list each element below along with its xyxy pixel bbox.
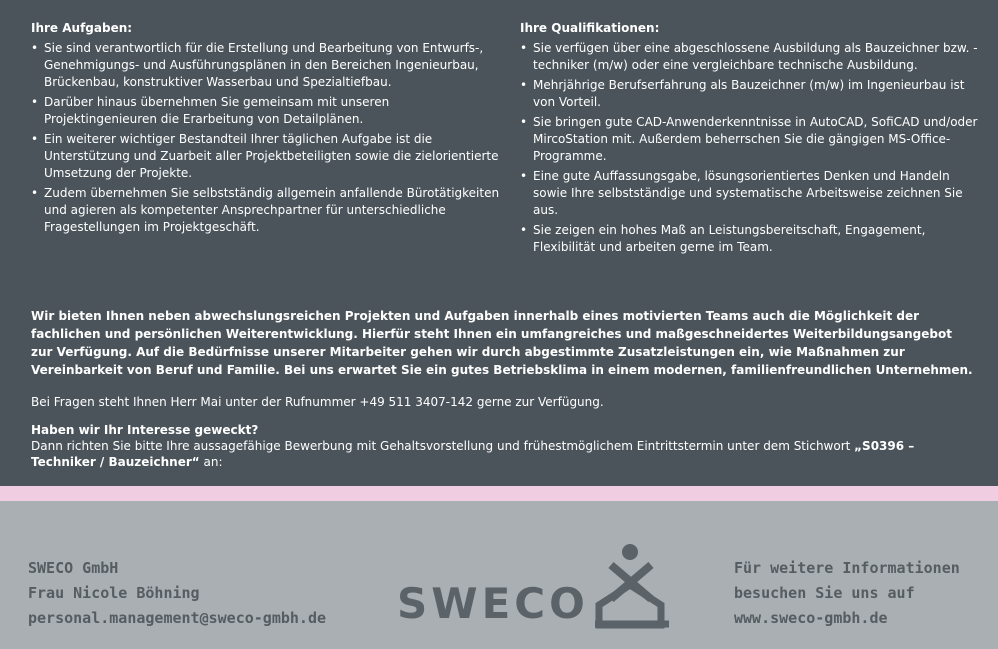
list-item: • Sie verfügen über eine abgeschlossene Ausbildung als Bauzeichner bzw. -techniker (m/w) oder eine vergleichbare technische Ausbildung. xyxy=(520,40,980,74)
list-item: • Sie zeigen ein hohes Maß an Leistungsbereitschaft, Engagement, Flexibilität und arbeiten gerne im Team. xyxy=(520,222,980,256)
contact-person: Frau Nicole Böhning xyxy=(28,584,200,602)
qualifications-heading: Ihre Qualifikationen: xyxy=(520,21,660,35)
qualifications-column xyxy=(520,20,980,259)
sweco-logo xyxy=(397,539,677,629)
company-name: SWECO GmbH xyxy=(28,559,119,577)
footer xyxy=(0,501,998,649)
divider-band xyxy=(0,486,998,501)
interest-question: Haben wir Ihr Interesse geweckt? xyxy=(31,423,259,437)
qualifications-list xyxy=(520,40,980,256)
contact-block xyxy=(28,556,326,631)
list-item: • Ein weiterer wichtiger Bestandteil Ihrer täglichen Aufgabe ist die Unterstützung und Zuarbeit aller Projektbeteiligten sowie die zielorientierte Umsetzung der Projekte. xyxy=(31,131,503,182)
list-item: • Eine gute Auffassungsgabe, lösungsorientiertes Denken und Handeln sowie Ihre selbstständige und systematische Arbeitsweise zeichnen Sie aus. xyxy=(520,168,980,219)
info-line-2: besuchen Sie uns auf xyxy=(734,584,915,602)
tasks-column xyxy=(31,20,503,239)
application-section xyxy=(31,422,976,470)
application-text-main: Dann richten Sie bitte Ihre aussagefähige Bewerbung mit Gehaltsvorstellung und frühestmöglichem Eintrittstermin unter dem Stichwort xyxy=(31,439,855,453)
info-block xyxy=(734,556,960,631)
tasks-list xyxy=(31,40,503,236)
application-keyword: „S0396 – Techniker / Bauzeichner“ xyxy=(31,439,915,469)
sweco-person-icon xyxy=(593,543,673,629)
logo-wordmark: SWECO xyxy=(397,579,589,628)
list-item: • Sie bringen gute CAD-Anwenderkenntnisse in AutoCAD, SofiCAD und/oder MircoStation mit. Außerdem beherrschen Sie die gängigen MS-Office-Programme. xyxy=(520,114,980,165)
list-item: • Sie sind verantwortlich für die Erstellung und Bearbeitung von Entwurfs-, Genehmigungs- und Ausführungsplänen in den Bereichen Ingenieurbau, Brückenbau, konstruktiver Wasserbau und Spezialtiefbau. xyxy=(31,40,503,91)
offer-paragraph: Wir bieten Ihnen neben abwechslungsreichen Projekten und Aufgaben innerhalb eines motivierten Teams auch die Möglichkeit der fachlichen und persönlichen Weiterentwicklung. Hierfür steht Ihnen ein umfangreiches und maßgeschneidertes Weiterbildungsangebot zur Verfügung. Auf die Bedürfnisse unserer Mitarbeiter gehen wir durch abgestimmte Zusatzleistungen ein, wie Maßnahmen zur Vereinbarkeit von Beruf und Familie. Bei uns erwartet Sie ein gutes Betriebsklima in einem modernen, familienfreundlichen Unternehmen. xyxy=(31,309,973,377)
contact-email-link[interactable]: personal.management@sweco-gmbh.de xyxy=(28,609,327,627)
info-line-1: Für weitere Informationen xyxy=(734,559,960,577)
application-text-end: an: xyxy=(199,455,223,469)
list-item: • Darüber hinaus übernehmen Sie gemeinsam mit unseren Projektingenieuren die Erarbeitung von Detailplänen. xyxy=(31,94,503,128)
tasks-heading: Ihre Aufgaben: xyxy=(31,21,133,35)
website-link[interactable]: www.sweco-gmbh.de xyxy=(734,609,888,627)
application-text xyxy=(31,438,976,470)
list-item: • Mehrjährige Berufserfahrung als Bauzeichner (m/w) im Ingenieurbau ist von Vorteil. xyxy=(520,77,980,111)
list-item: • Zudem übernehmen Sie selbstständig allgemein anfallende Bürotätigkeiten und agieren als kompetenter Ansprechpartner für unterschiedliche Fragestellungen im Projektgeschäft. xyxy=(31,185,503,236)
contact-phone-line: Bei Fragen steht Ihnen Herr Mai unter der Rufnummer +49 511 3407-142 gerne zur Verfügung. xyxy=(31,395,604,409)
